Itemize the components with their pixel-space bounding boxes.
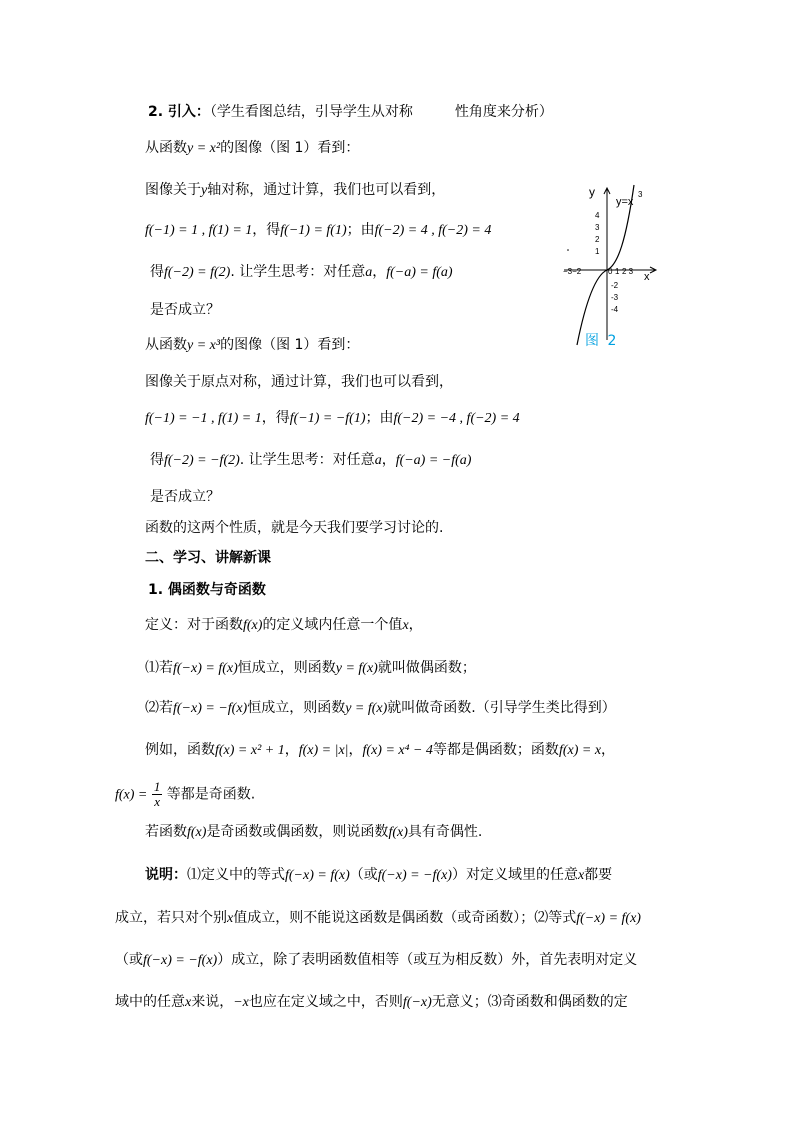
formula: f(x) xyxy=(388,825,408,840)
formula: f(−2) = −4 , f(−2) = 4 xyxy=(393,411,520,426)
cube-symmetry: 图像关于原点对称，通过计算，我们也可以看到， xyxy=(145,374,453,390)
text: 成立，若只对个别 xyxy=(115,910,227,926)
x-ticks-negative: −3−2 xyxy=(563,267,582,276)
text: ，得 xyxy=(261,410,290,426)
text: 也应在定义域之中，否则 xyxy=(248,994,403,1010)
fraction xyxy=(152,780,163,809)
examples-odd xyxy=(115,780,255,810)
text: 就叫做奇函数.（引导学生类比得到） xyxy=(387,700,616,716)
formula: −x xyxy=(233,995,249,1010)
cube-question xyxy=(150,450,471,471)
figure-caption: 图 2 xyxy=(585,333,619,349)
text: ；由 xyxy=(365,410,394,426)
formula: f(x) xyxy=(187,825,207,840)
formula: f(−2) = −f(2) xyxy=(164,453,240,468)
cube-question-end: 是否成立？ xyxy=(150,489,220,505)
text: ， xyxy=(408,617,423,633)
formula: x xyxy=(185,995,192,1010)
text: 的图像（图 1）看到： xyxy=(220,337,360,353)
formula: y = f(x) xyxy=(335,661,378,676)
y-tick-4: 4 xyxy=(595,211,600,220)
text: ⑴定义中的等式 xyxy=(187,867,285,883)
y-axis-label: y xyxy=(589,185,595,199)
text: ， xyxy=(372,264,387,280)
text: ⑴若 xyxy=(145,660,173,676)
text: 从函数 xyxy=(145,140,187,156)
formula: f(−1) = −f(1) xyxy=(289,411,366,426)
text: 具有奇偶性. xyxy=(407,824,483,840)
formula: f(−x) = f(x) xyxy=(285,868,350,883)
formula: f(−x) = f(x) xyxy=(173,661,238,676)
properties-text: 函数的这两个性质，就是今天我们要学习讨论的. xyxy=(145,520,444,536)
text: 得 xyxy=(150,452,164,468)
formula: f(−1) = 1 , f(1) = 1 xyxy=(145,223,253,238)
intro-number: 2. 引入： xyxy=(148,104,210,120)
formula: f(−a) = −f(a) xyxy=(395,453,472,468)
x-tick-1: 1 xyxy=(615,267,620,276)
text: 定义：对于函数 xyxy=(145,617,243,633)
text: 无意义；⑶奇函数和偶函数的定 xyxy=(431,994,628,1010)
denominator: x xyxy=(154,794,160,809)
cube-curve xyxy=(577,185,634,345)
curve-label: y=x xyxy=(616,196,634,208)
definition xyxy=(145,615,423,636)
text: ⑵若 xyxy=(145,700,173,716)
formula: f(−1) = f(1) xyxy=(280,223,347,238)
examples xyxy=(145,740,615,761)
text: 从函数 xyxy=(145,337,187,353)
note-line-4 xyxy=(115,992,628,1013)
text: ；由 xyxy=(346,222,375,238)
subsection-heading: 1. 偶函数与奇函数 xyxy=(148,582,266,598)
text: 等都是奇函数. xyxy=(166,786,256,803)
formula: f(−x) xyxy=(402,995,432,1010)
y-tick-neg3: -3 xyxy=(611,293,619,302)
text: ， xyxy=(348,742,363,758)
definition-odd xyxy=(145,698,616,719)
square-question-end: 是否成立？ xyxy=(150,302,220,318)
formula: f(−1) = −1 , f(1) = 1 xyxy=(145,411,262,426)
formula: f(x) xyxy=(243,618,263,633)
origin-label: 0 xyxy=(608,267,613,276)
text: 就叫做偶函数； xyxy=(377,660,476,676)
text: ）对定义域里的任意 xyxy=(451,867,578,883)
text: ）成立，除了表明函数值相等（或互为相反数）外，首先表明对定义 xyxy=(217,952,638,968)
text: 都要 xyxy=(584,867,613,883)
intro-text: （学生看图总结，引导学生从对称 性角度来分析） xyxy=(209,104,553,120)
text: 是奇函数或偶函数，则说函数 xyxy=(206,824,389,840)
curve-label-exponent: 3 xyxy=(638,190,643,199)
note-line-3 xyxy=(115,950,637,971)
x-ticks-positive: 2 3 xyxy=(622,267,634,276)
y-tick-neg4: -4 xyxy=(611,305,619,314)
y-tick-2: 2 xyxy=(595,235,600,244)
formula: f(x) = x xyxy=(558,743,602,758)
text: （或 xyxy=(349,867,378,883)
formula: y = f(x) xyxy=(345,701,388,716)
cube-function-graph xyxy=(558,180,668,350)
text: 来说， xyxy=(191,994,234,1010)
text: （或 xyxy=(115,952,143,968)
y-tick-3: 3 xyxy=(595,223,600,232)
numerator: 1 xyxy=(153,779,161,794)
formula: y = x² xyxy=(187,141,221,156)
cube-intro xyxy=(145,335,359,356)
formula: f(−x) = −f(x) xyxy=(173,701,248,716)
text: 值成立，则不能说这函数是偶函数（或奇函数）；⑵等式 xyxy=(233,910,577,926)
x-axis-label: x xyxy=(644,271,650,283)
text: 恒成立，则函数 xyxy=(237,660,336,676)
text: 轴对称，通过计算，我们也可以看到， xyxy=(207,182,446,198)
formula: y xyxy=(201,183,208,198)
note-label: 说明： xyxy=(145,867,187,883)
text: ， xyxy=(601,742,616,758)
formula: a xyxy=(374,453,382,468)
y-tick-neg2: -2 xyxy=(611,281,619,290)
text: ， xyxy=(284,742,299,758)
formula: f(−x) = −f(x) xyxy=(377,868,452,883)
formula: f(x) = |x| xyxy=(298,743,349,758)
note-line-2 xyxy=(115,908,641,929)
formula: a xyxy=(365,265,373,280)
text: 的定义域内任意一个值 xyxy=(262,617,403,633)
square-calc xyxy=(145,220,491,241)
cube-calc xyxy=(145,408,520,429)
text: 域中的任意 xyxy=(115,994,185,1010)
y-tick-1: 1 xyxy=(595,247,600,256)
note-line-1 xyxy=(145,865,612,886)
formula: f(−2) = 4 , f(−2) = 4 xyxy=(374,223,492,238)
formula: f(−x) = f(x) xyxy=(576,911,641,926)
text: 得 xyxy=(150,264,164,280)
text: 若函数 xyxy=(145,824,187,840)
formula: x xyxy=(577,868,585,883)
text: ，得 xyxy=(252,222,281,238)
text: 等都是偶函数；函数 xyxy=(432,742,559,758)
text: 例如，函数 xyxy=(145,742,215,758)
text: . 让学生思考：对任意 xyxy=(239,452,375,468)
text: 恒成立，则函数 xyxy=(247,700,346,716)
text: . 让学生思考：对任意 xyxy=(230,264,366,280)
formula: x xyxy=(227,911,234,926)
formula: f(−x) = −f(x) xyxy=(143,953,218,968)
text: ， xyxy=(381,452,396,468)
intro-heading xyxy=(148,102,553,122)
square-intro xyxy=(145,138,359,159)
text: 的图像（图 1）看到： xyxy=(220,140,360,156)
dot xyxy=(567,249,569,251)
formula: f(x) = xyxy=(115,787,148,803)
formula: f(−2) = f(2) xyxy=(164,265,231,280)
square-question xyxy=(150,262,453,283)
formula: x xyxy=(402,618,409,633)
part-two-heading: 二、学习、讲解新课 xyxy=(145,550,271,566)
formula: f(x) = x² + 1 xyxy=(215,743,285,758)
square-symmetry xyxy=(145,180,445,201)
formula: f(x) = x⁴ − 4 xyxy=(362,743,433,758)
formula: y = x³ xyxy=(187,338,221,353)
parity-statement xyxy=(145,822,482,843)
formula: f(−a) = f(a) xyxy=(386,265,453,280)
definition-even xyxy=(145,658,476,679)
text: 图像关于 xyxy=(145,182,201,198)
